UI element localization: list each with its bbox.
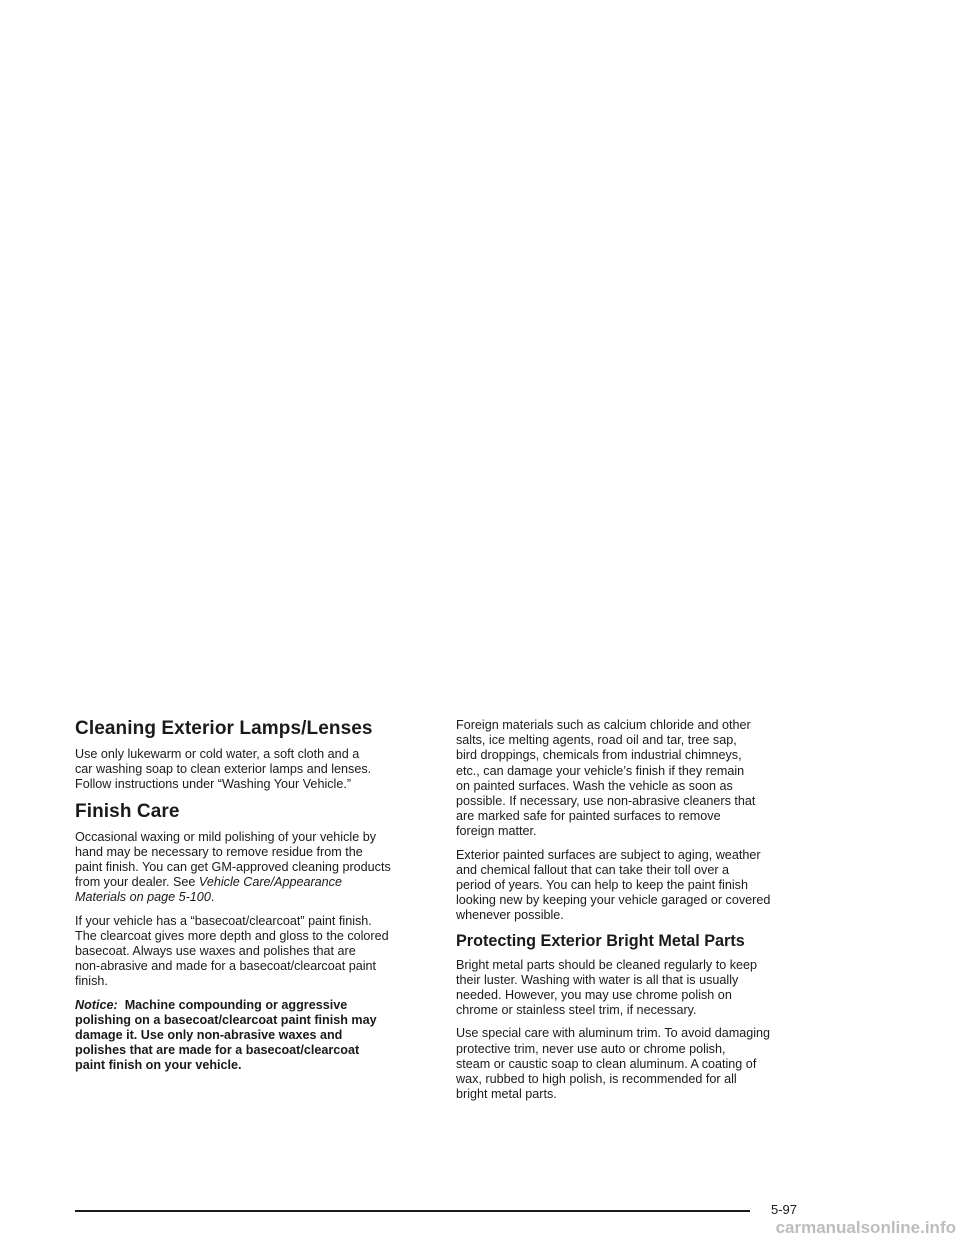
heading-cleaning-exterior-lamps: Cleaning Exterior Lamps/Lenses	[75, 718, 373, 739]
watermark-text: carmanualsonline.info	[775, 1218, 956, 1237]
footer-rule	[75, 1210, 750, 1212]
foreign-materials-paragraph: Foreign materials such as calcium chloride and other salts, ice melting agents, road oil and tar, tree sap, bird droppings, chemicals from industrial chimneys, etc., can damage your vehicle’s finish if they remain on painted surfaces. Wash the vehicle as soon as possible. If necessary, use non-abrasive cleaners that are marked safe for painted surfaces to remove foreign matter.	[456, 718, 756, 839]
finish-paragraph-1-end: .	[210, 890, 215, 905]
metal-paragraph-2: Use special care with aluminum trim. To avoid damaging protective trim, never use auto or chrome polish, steam or caustic soap to clean aluminum. A coating of wax, rubbed to high polish, is recommended for all bright metal parts.	[456, 1026, 771, 1102]
exterior-surfaces-paragraph: Exterior painted surfaces are subject to aging, weather and chemical fallout that can take their toll over a period of years. You can help to keep the paint finish looking new by keeping your vehicle garaged or covered whenever possible.	[456, 847, 771, 923]
xref-vehicle-care-link[interactable]: Vehicle Care/Appearance Materials on page 5-100	[75, 875, 342, 905]
lamps-paragraph: Use only lukewarm or cold water, a soft cloth and a car washing soap to clean exterior lamps and lenses. Follow instructions under “Washing Your Vehicle.”	[75, 747, 372, 792]
finish-paragraph-1-text: Occasional waxing or mild polishing of your vehicle by hand may be necessary to remove residue from the paint finish. You can get GM-approved cleaning products from your dealer. See	[75, 829, 391, 890]
heading-protecting-metal-parts: Protecting Exterior Bright Metal Parts	[456, 931, 745, 950]
metal-paragraph-1: Bright metal parts should be cleaned regularly to keep their luster. Washing with water is all that is usually needed. However, you may use chrome polish on chrome or stainless steel trim, if necessary.	[456, 957, 758, 1018]
heading-finish-care: Finish Care	[75, 800, 180, 822]
notice-text: Machine compounding or aggressive polishing on a basecoat/clearcoat paint finish may damage it. Use only non-abrasive waxes and polishes that are made for a basecoat/clearcoat paint finish on your vehicle.	[75, 997, 377, 1073]
finish-paragraph-1	[75, 830, 440, 906]
right-column	[456, 718, 824, 1110]
finish-paragraph-2: If your vehicle has a “basecoat/clearcoat” paint finish. The clearcoat gives more depth and gloss to the colored basecoat. Always use waxes and polishes that are non-abrasive and made for a basecoat/clearcoat paint finish.	[75, 913, 389, 989]
notice-paragraph	[75, 998, 440, 1074]
page-number: 5-97	[771, 1202, 798, 1217]
left-column	[75, 718, 440, 1082]
notice-label: Notice:	[75, 997, 118, 1012]
